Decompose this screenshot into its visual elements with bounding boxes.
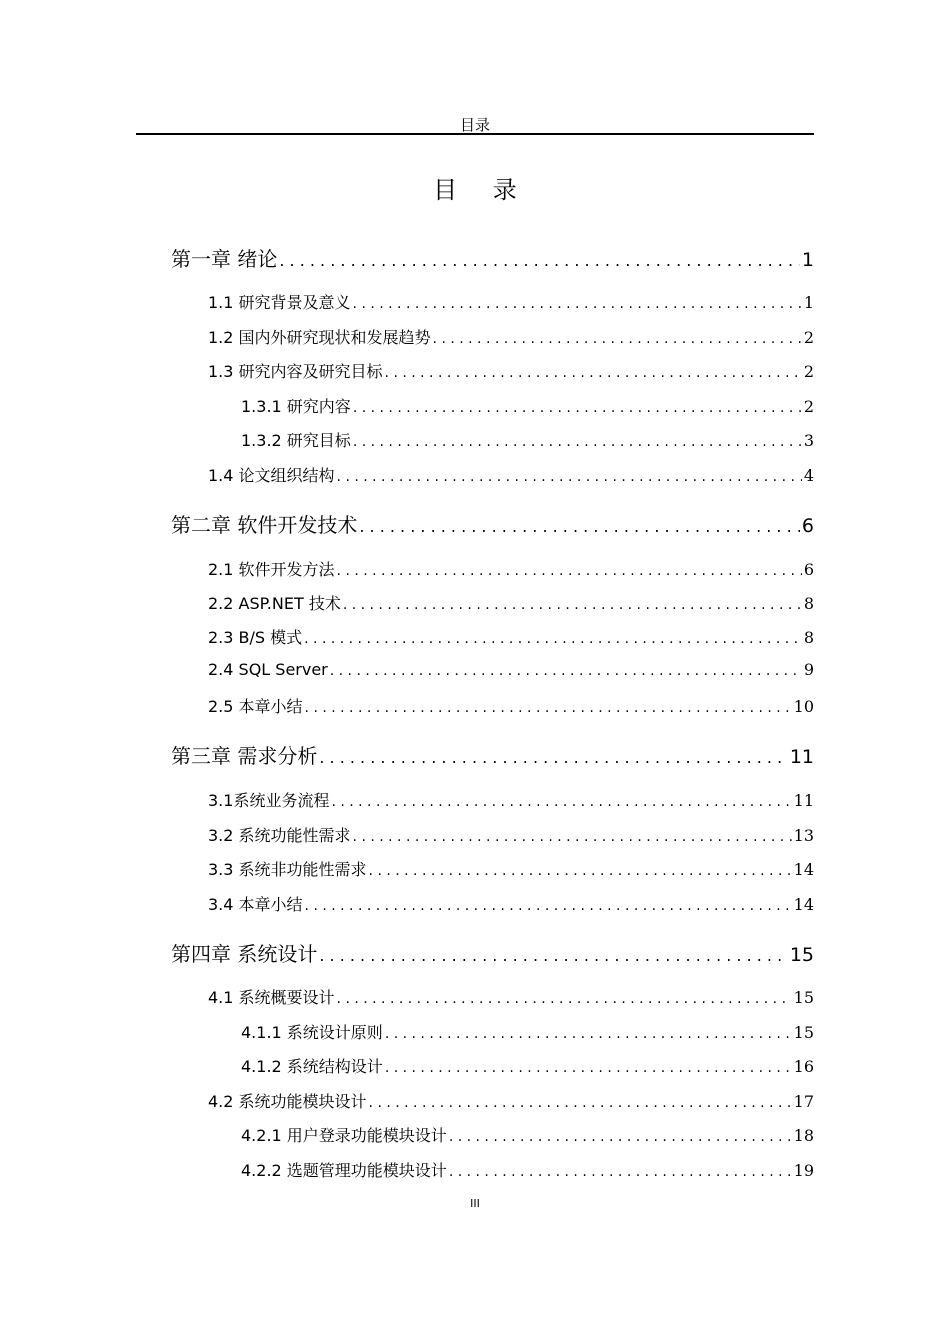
toc-entry-page: 15	[793, 988, 814, 1007]
toc-entry-label: 1.3.2 研究目标	[241, 431, 351, 450]
toc-entry-page: 14	[793, 895, 814, 914]
toc-entry-label: 3.3 系统非功能性需求	[208, 860, 367, 879]
toc-entry-label: 4.2 系统功能模块设计	[208, 1092, 367, 1111]
dot-leader	[353, 400, 802, 416]
toc-entry[interactable]	[0, 428, 814, 451]
dot-leader	[385, 365, 802, 381]
running-header: 目录	[459, 116, 490, 134]
toc-entry-page: 18	[793, 1126, 814, 1145]
toc-entry-page: 6	[801, 515, 814, 537]
dot-leader	[353, 296, 802, 312]
dot-leader	[359, 517, 800, 536]
toc-entry[interactable]	[0, 463, 814, 486]
toc-entry[interactable]	[0, 394, 814, 417]
toc-entry-page: 14	[793, 860, 814, 879]
dot-leader	[369, 1095, 792, 1111]
toc-entry-label: 4.1.2 系统结构设计	[241, 1057, 383, 1076]
dot-leader	[353, 829, 792, 845]
toc-entry-label: 第三章 需求分析	[171, 744, 318, 768]
toc-entry[interactable]	[0, 1020, 814, 1043]
toc-entry-page: 11	[789, 746, 814, 768]
toc-entry-label: 2.2 ASP.NET 技术	[208, 594, 341, 613]
toc-entry[interactable]	[0, 938, 814, 967]
toc-entry[interactable]	[0, 591, 814, 614]
toc-entry-label: 1.3.1 研究内容	[241, 397, 351, 416]
toc-entry[interactable]	[0, 325, 814, 348]
dot-leader	[305, 898, 792, 914]
dot-leader	[337, 563, 802, 579]
toc-entry-page: 15	[789, 944, 814, 966]
toc-entry[interactable]	[0, 509, 814, 538]
dot-leader	[353, 434, 802, 450]
toc-entry[interactable]	[0, 557, 814, 580]
dot-leader	[330, 663, 802, 679]
toc-entry[interactable]	[0, 1158, 814, 1181]
toc-entry-label: 第二章 软件开发技术	[171, 513, 358, 537]
toc-entry[interactable]	[0, 788, 814, 811]
toc-entry[interactable]	[0, 243, 814, 272]
toc-entry-label: 3.1系统业务流程	[208, 791, 330, 810]
toc-entry-page: 1	[801, 249, 814, 271]
toc-entry[interactable]	[0, 625, 814, 648]
toc-entry-label: 4.2.1 用户登录功能模块设计	[241, 1126, 447, 1145]
toc-entry-page: 8	[803, 628, 814, 647]
toc-entry-page: 16	[793, 1057, 814, 1076]
toc-entry[interactable]	[0, 740, 814, 769]
toc-entry[interactable]	[0, 1123, 814, 1146]
toc-entry-page: 9	[803, 660, 814, 679]
toc-entry-page: 2	[803, 328, 814, 347]
toc-entry-page: 1	[803, 293, 814, 312]
dot-leader	[337, 469, 802, 485]
header-rule	[136, 133, 814, 135]
toc-entry-page: 8	[803, 594, 814, 613]
toc-entry-label: 3.4 本章小结	[208, 895, 303, 914]
dot-leader	[305, 700, 792, 716]
toc-entry-label: 第四章 系统设计	[171, 942, 318, 966]
dot-leader	[331, 794, 791, 810]
toc-entry-page: 19	[793, 1161, 814, 1180]
dot-leader	[369, 863, 792, 879]
toc-entry-label: 1.2 国内外研究现状和发展趋势	[208, 328, 431, 347]
toc-entry-page: 11	[793, 791, 814, 810]
toc-entry[interactable]	[0, 290, 814, 313]
toc-entry[interactable]	[0, 1054, 814, 1077]
toc-entry-page: 6	[803, 560, 814, 579]
dot-leader	[319, 748, 787, 767]
toc-entry-label: 1.3 研究内容及研究目标	[208, 362, 383, 381]
dot-leader	[385, 1026, 792, 1042]
toc-entry[interactable]	[0, 660, 814, 679]
toc-entry-label: 2.3 B/S 模式	[208, 628, 303, 647]
dot-leader	[337, 991, 792, 1007]
toc-entry-page: 15	[793, 1023, 814, 1042]
dot-leader	[279, 251, 800, 270]
toc-entry-page: 13	[793, 826, 814, 845]
toc-entry[interactable]	[0, 359, 814, 382]
footer-page-number: III	[470, 1197, 480, 1210]
toc-entry-label: 4.2.2 选题管理功能模块设计	[241, 1161, 447, 1180]
toc-entry-page: 4	[803, 466, 814, 485]
toc-entry[interactable]	[0, 857, 814, 880]
toc-entry[interactable]	[0, 694, 814, 717]
toc-entry[interactable]	[0, 1089, 814, 1112]
toc-entry-label: 1.4 论文组织结构	[208, 466, 335, 485]
toc-entry-label: 第一章 绪论	[171, 247, 278, 271]
toc-entry-page: 17	[793, 1092, 814, 1111]
toc-entry[interactable]	[0, 892, 814, 915]
toc-entry[interactable]	[0, 985, 814, 1008]
toc-entry-label: 2.5 本章小结	[208, 697, 303, 716]
toc-entry-label: 1.1 研究背景及意义	[208, 293, 351, 312]
dot-leader	[385, 1060, 792, 1076]
toc-title: 目 录	[433, 176, 531, 204]
toc-entry-page: 10	[793, 697, 814, 716]
dot-leader	[449, 1164, 792, 1180]
toc-entry-label: 4.1 系统概要设计	[208, 988, 335, 1007]
dot-leader	[304, 631, 802, 647]
toc-entry-label: 2.4 SQL Server	[208, 660, 328, 679]
toc-entry-page: 2	[803, 397, 814, 416]
toc-entry-page: 2	[803, 362, 814, 381]
toc-entry-label: 3.2 系统功能性需求	[208, 826, 351, 845]
toc-entry-page: 3	[803, 431, 814, 450]
toc-entry-label: 2.1 软件开发方法	[208, 560, 335, 579]
toc-entry[interactable]	[0, 823, 814, 846]
dot-leader	[319, 946, 787, 965]
toc-entry-label: 4.1.1 系统设计原则	[241, 1023, 383, 1042]
dot-leader	[449, 1129, 792, 1145]
dot-leader	[343, 597, 802, 613]
dot-leader	[433, 331, 802, 347]
